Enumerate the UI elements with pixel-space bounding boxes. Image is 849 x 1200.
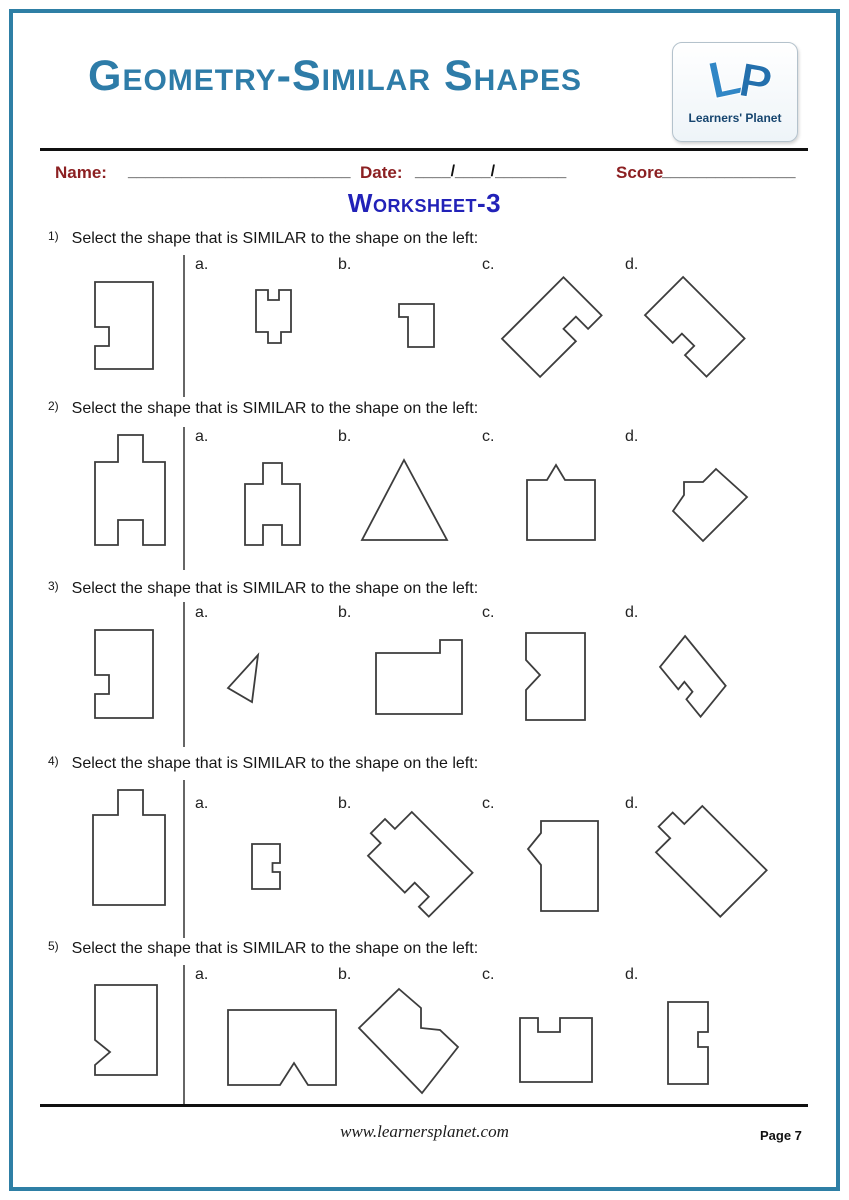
shape-option-c xyxy=(526,819,600,913)
shape-option-a xyxy=(243,461,302,547)
option-label-a: a. xyxy=(195,795,209,812)
question-prompt: Select the shape that is SIMILAR to the shape on the left: xyxy=(71,400,479,417)
page-number: Page 7 xyxy=(760,1128,802,1143)
question-number: 3) xyxy=(48,579,59,593)
shape-option-d xyxy=(658,634,728,719)
footer-rule xyxy=(40,1104,808,1107)
logo-caption: Learners' Planet xyxy=(688,111,782,125)
option-label-a: a. xyxy=(195,604,209,621)
shape-stimulus xyxy=(91,788,167,907)
page-title: Geometry-Similar Shapes xyxy=(88,52,582,100)
option-label-d: d. xyxy=(625,256,639,273)
option-label-a: a. xyxy=(195,428,209,445)
shape-option-a xyxy=(226,1008,338,1087)
option-label-c: c. xyxy=(482,256,495,273)
shape-option-b xyxy=(374,638,464,716)
worksheet-title: Worksheet-3 xyxy=(347,188,502,218)
date-label: Date: xyxy=(360,163,403,182)
svg-text:P: P xyxy=(735,53,776,112)
shape-stimulus xyxy=(93,433,167,547)
option-label-d: d. xyxy=(625,966,639,983)
shape-option-a xyxy=(226,653,260,704)
option-label-b: b. xyxy=(338,428,352,445)
question-text xyxy=(48,755,478,773)
question-text xyxy=(48,230,478,248)
option-label-c: c. xyxy=(482,604,495,621)
column-divider xyxy=(183,780,185,938)
column-divider xyxy=(183,965,185,1104)
shape-option-d xyxy=(666,1000,710,1086)
option-label-d: d. xyxy=(625,795,639,812)
column-divider xyxy=(183,602,185,747)
option-label-b: b. xyxy=(338,795,352,812)
option-label-a: a. xyxy=(195,256,209,273)
shape-option-d xyxy=(671,466,749,543)
shape-stimulus xyxy=(93,628,155,720)
score-label: Score xyxy=(616,163,664,182)
option-label-d: d. xyxy=(625,604,639,621)
name-label: Name: xyxy=(55,163,107,182)
shape-option-c xyxy=(500,275,604,379)
shape-option-b xyxy=(357,987,460,1095)
question-prompt: Select the shape that is SIMILAR to the shape on the left: xyxy=(71,755,479,772)
shape-stimulus xyxy=(93,983,159,1077)
learners-planet-logo xyxy=(672,42,798,142)
shape-option-a xyxy=(254,288,293,345)
option-label-c: c. xyxy=(482,966,495,983)
score-blank: _______________ xyxy=(662,163,796,180)
shape-option-d xyxy=(654,804,769,919)
option-label-a: a. xyxy=(195,966,209,983)
question-number: 5) xyxy=(48,939,59,953)
option-label-c: c. xyxy=(482,795,495,812)
date-blank: ____/____/________ xyxy=(415,163,567,180)
shape-option-d xyxy=(643,275,747,379)
shape-option-b xyxy=(397,302,436,349)
option-label-d: d. xyxy=(625,428,639,445)
footer-url: www.learnersplanet.com xyxy=(340,1122,509,1141)
name-blank: _________________________ xyxy=(128,163,351,180)
question-number: 4) xyxy=(48,754,59,768)
shape-stimulus xyxy=(93,280,155,371)
shape-option-c xyxy=(524,631,587,722)
shape-option-c xyxy=(518,1016,594,1084)
question-prompt: Select the shape that is SIMILAR to the shape on the left: xyxy=(71,230,479,247)
question-number: 1) xyxy=(48,229,59,243)
question-prompt: Select the shape that is SIMILAR to the shape on the left: xyxy=(71,580,479,597)
shape-option-a xyxy=(250,842,282,891)
lp-monogram-icon xyxy=(673,43,797,115)
column-divider xyxy=(183,255,185,397)
column-divider xyxy=(183,427,185,570)
question-text xyxy=(48,580,478,598)
option-label-b: b. xyxy=(338,256,352,273)
question-text xyxy=(48,940,478,958)
svg-text:L: L xyxy=(703,47,747,111)
shape-option-b xyxy=(366,810,475,919)
question-number: 2) xyxy=(48,399,59,413)
shape-option-b xyxy=(360,458,449,542)
header-rule xyxy=(40,148,808,151)
question-prompt: Select the shape that is SIMILAR to the shape on the left: xyxy=(71,940,479,957)
option-label-b: b. xyxy=(338,966,352,983)
shape-option-c xyxy=(525,463,597,542)
option-label-b: b. xyxy=(338,604,352,621)
option-label-c: c. xyxy=(482,428,495,445)
question-text xyxy=(48,400,478,418)
